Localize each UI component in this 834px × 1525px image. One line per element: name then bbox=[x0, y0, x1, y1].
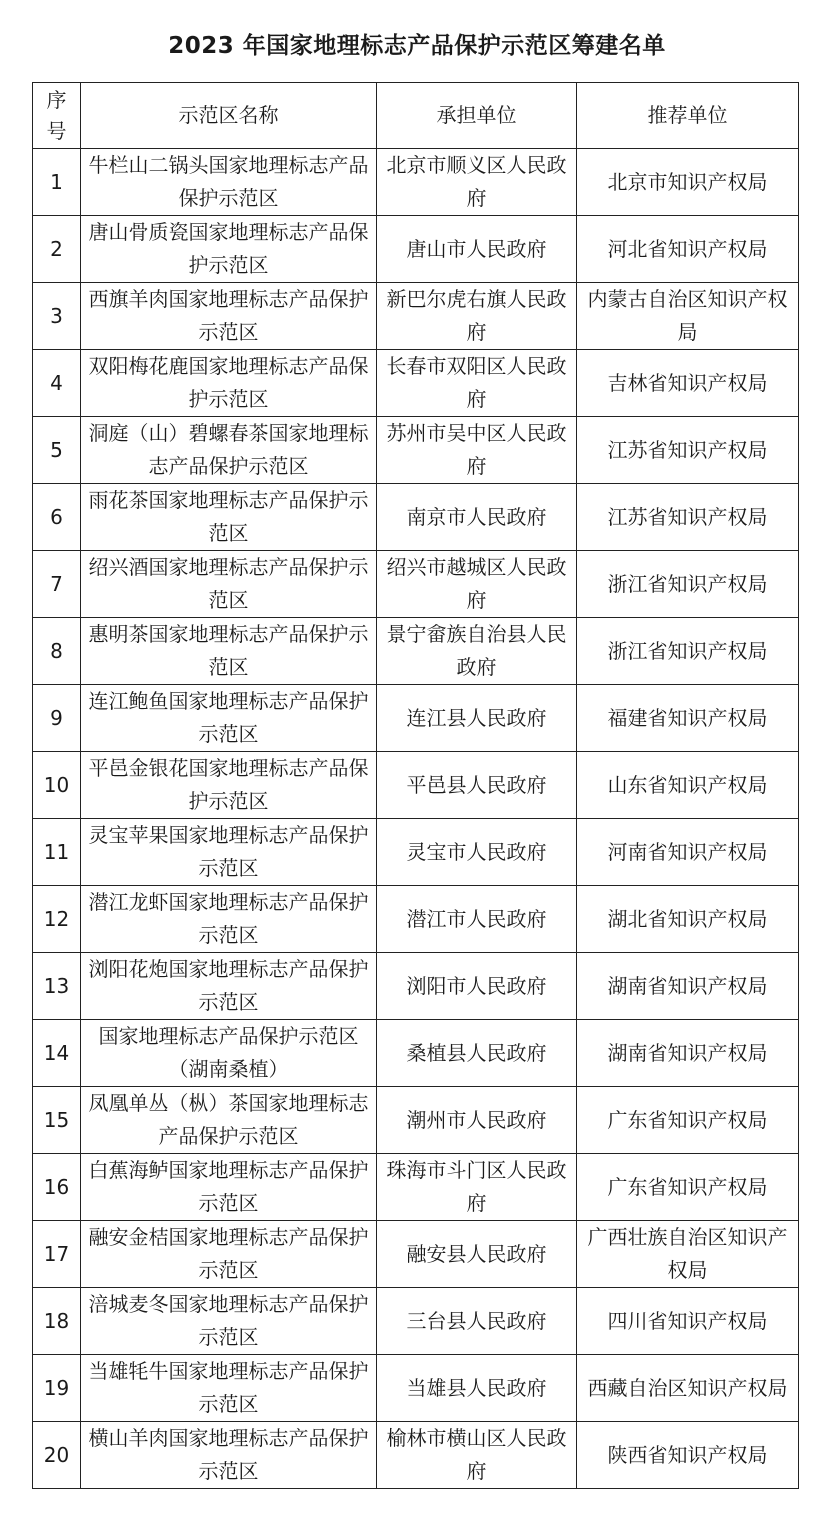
cell-number: 3 bbox=[33, 283, 81, 350]
column-header-recommending-unit: 推荐单位 bbox=[577, 83, 799, 149]
cell-number: 17 bbox=[33, 1221, 81, 1288]
cell-recommending-unit: 四川省知识产权局 bbox=[577, 1288, 799, 1355]
cell-zone-name: 涪城麦冬国家地理标志产品保护示范区 bbox=[81, 1288, 377, 1355]
cell-recommending-unit: 北京市知识产权局 bbox=[577, 149, 799, 216]
cell-undertaking-unit: 南京市人民政府 bbox=[377, 484, 577, 551]
cell-zone-name: 潜江龙虾国家地理标志产品保护示范区 bbox=[81, 886, 377, 953]
cell-number: 8 bbox=[33, 618, 81, 685]
cell-recommending-unit: 湖南省知识产权局 bbox=[577, 1020, 799, 1087]
cell-undertaking-unit: 北京市顺义区人民政府 bbox=[377, 149, 577, 216]
cell-recommending-unit: 陕西省知识产权局 bbox=[577, 1422, 799, 1489]
table-body bbox=[33, 149, 799, 1489]
cell-undertaking-unit: 长春市双阳区人民政府 bbox=[377, 350, 577, 417]
cell-recommending-unit: 西藏自治区知识产权局 bbox=[577, 1355, 799, 1422]
cell-recommending-unit: 河南省知识产权局 bbox=[577, 819, 799, 886]
cell-number: 16 bbox=[33, 1154, 81, 1221]
cell-recommending-unit: 江苏省知识产权局 bbox=[577, 417, 799, 484]
table-row bbox=[33, 1087, 799, 1154]
table-row bbox=[33, 149, 799, 216]
table-row bbox=[33, 819, 799, 886]
table-row bbox=[33, 417, 799, 484]
cell-zone-name: 国家地理标志产品保护示范区（湖南桑植） bbox=[81, 1020, 377, 1087]
cell-number: 11 bbox=[33, 819, 81, 886]
cell-zone-name: 牛栏山二锅头国家地理标志产品保护示范区 bbox=[81, 149, 377, 216]
cell-zone-name: 雨花茶国家地理标志产品保护示范区 bbox=[81, 484, 377, 551]
cell-undertaking-unit: 浏阳市人民政府 bbox=[377, 953, 577, 1020]
table-row bbox=[33, 1221, 799, 1288]
cell-undertaking-unit: 潜江市人民政府 bbox=[377, 886, 577, 953]
cell-zone-name: 西旗羊肉国家地理标志产品保护示范区 bbox=[81, 283, 377, 350]
cell-recommending-unit: 山东省知识产权局 bbox=[577, 752, 799, 819]
document-title: 2023 年国家地理标志产品保护示范区筹建名单 bbox=[168, 33, 666, 59]
cell-zone-name: 惠明茶国家地理标志产品保护示范区 bbox=[81, 618, 377, 685]
cell-recommending-unit: 广东省知识产权局 bbox=[577, 1087, 799, 1154]
cell-undertaking-unit: 绍兴市越城区人民政府 bbox=[377, 551, 577, 618]
cell-undertaking-unit: 灵宝市人民政府 bbox=[377, 819, 577, 886]
cell-recommending-unit: 福建省知识产权局 bbox=[577, 685, 799, 752]
table-row bbox=[33, 1154, 799, 1221]
demonstration-zone-table bbox=[32, 82, 799, 1489]
table-row bbox=[33, 752, 799, 819]
cell-number: 14 bbox=[33, 1020, 81, 1087]
cell-undertaking-unit: 新巴尔虎右旗人民政府 bbox=[377, 283, 577, 350]
cell-number: 6 bbox=[33, 484, 81, 551]
table-header-row bbox=[33, 83, 799, 149]
column-header-zone-name: 示范区名称 bbox=[81, 83, 377, 149]
cell-recommending-unit: 广西壮族自治区知识产权局 bbox=[577, 1221, 799, 1288]
cell-undertaking-unit: 平邑县人民政府 bbox=[377, 752, 577, 819]
table-row bbox=[33, 551, 799, 618]
table-row bbox=[33, 350, 799, 417]
cell-number: 2 bbox=[33, 216, 81, 283]
table-row bbox=[33, 484, 799, 551]
cell-undertaking-unit: 潮州市人民政府 bbox=[377, 1087, 577, 1154]
cell-zone-name: 白蕉海鲈国家地理标志产品保护示范区 bbox=[81, 1154, 377, 1221]
cell-zone-name: 横山羊肉国家地理标志产品保护示范区 bbox=[81, 1422, 377, 1489]
cell-number: 15 bbox=[33, 1087, 81, 1154]
cell-recommending-unit: 河北省知识产权局 bbox=[577, 216, 799, 283]
column-header-number: 序号 bbox=[33, 83, 81, 149]
table-row bbox=[33, 1422, 799, 1489]
cell-undertaking-unit: 景宁畲族自治县人民政府 bbox=[377, 618, 577, 685]
cell-recommending-unit: 湖北省知识产权局 bbox=[577, 886, 799, 953]
cell-undertaking-unit: 珠海市斗门区人民政府 bbox=[377, 1154, 577, 1221]
cell-recommending-unit: 吉林省知识产权局 bbox=[577, 350, 799, 417]
cell-undertaking-unit: 连江县人民政府 bbox=[377, 685, 577, 752]
cell-zone-name: 连江鲍鱼国家地理标志产品保护示范区 bbox=[81, 685, 377, 752]
cell-number: 9 bbox=[33, 685, 81, 752]
cell-number: 18 bbox=[33, 1288, 81, 1355]
cell-number: 12 bbox=[33, 886, 81, 953]
table-row bbox=[33, 283, 799, 350]
table-row bbox=[33, 1020, 799, 1087]
cell-zone-name: 浏阳花炮国家地理标志产品保护示范区 bbox=[81, 953, 377, 1020]
cell-recommending-unit: 浙江省知识产权局 bbox=[577, 618, 799, 685]
table-row bbox=[33, 953, 799, 1020]
cell-undertaking-unit: 桑植县人民政府 bbox=[377, 1020, 577, 1087]
table-row bbox=[33, 685, 799, 752]
cell-recommending-unit: 内蒙古自治区知识产权局 bbox=[577, 283, 799, 350]
cell-recommending-unit: 浙江省知识产权局 bbox=[577, 551, 799, 618]
cell-number: 7 bbox=[33, 551, 81, 618]
table-row bbox=[33, 886, 799, 953]
table-row bbox=[33, 618, 799, 685]
cell-zone-name: 融安金桔国家地理标志产品保护示范区 bbox=[81, 1221, 377, 1288]
cell-recommending-unit: 江苏省知识产权局 bbox=[577, 484, 799, 551]
cell-number: 5 bbox=[33, 417, 81, 484]
cell-number: 20 bbox=[33, 1422, 81, 1489]
cell-recommending-unit: 湖南省知识产权局 bbox=[577, 953, 799, 1020]
cell-number: 10 bbox=[33, 752, 81, 819]
cell-zone-name: 唐山骨质瓷国家地理标志产品保护示范区 bbox=[81, 216, 377, 283]
cell-number: 13 bbox=[33, 953, 81, 1020]
cell-undertaking-unit: 唐山市人民政府 bbox=[377, 216, 577, 283]
cell-undertaking-unit: 三台县人民政府 bbox=[377, 1288, 577, 1355]
cell-number: 4 bbox=[33, 350, 81, 417]
cell-zone-name: 灵宝苹果国家地理标志产品保护示范区 bbox=[81, 819, 377, 886]
cell-zone-name: 双阳梅花鹿国家地理标志产品保护示范区 bbox=[81, 350, 377, 417]
table-row bbox=[33, 216, 799, 283]
cell-undertaking-unit: 苏州市吴中区人民政府 bbox=[377, 417, 577, 484]
column-header-undertaking-unit: 承担单位 bbox=[377, 83, 577, 149]
table-row bbox=[33, 1288, 799, 1355]
cell-zone-name: 当雄牦牛国家地理标志产品保护示范区 bbox=[81, 1355, 377, 1422]
cell-number: 19 bbox=[33, 1355, 81, 1422]
table-row bbox=[33, 1355, 799, 1422]
cell-undertaking-unit: 当雄县人民政府 bbox=[377, 1355, 577, 1422]
cell-number: 1 bbox=[33, 149, 81, 216]
cell-undertaking-unit: 融安县人民政府 bbox=[377, 1221, 577, 1288]
cell-zone-name: 绍兴酒国家地理标志产品保护示范区 bbox=[81, 551, 377, 618]
cell-zone-name: 平邑金银花国家地理标志产品保护示范区 bbox=[81, 752, 377, 819]
cell-zone-name: 凤凰单丛（枞）茶国家地理标志产品保护示范区 bbox=[81, 1087, 377, 1154]
cell-zone-name: 洞庭（山）碧螺春茶国家地理标志产品保护示范区 bbox=[81, 417, 377, 484]
cell-recommending-unit: 广东省知识产权局 bbox=[577, 1154, 799, 1221]
cell-undertaking-unit: 榆林市横山区人民政府 bbox=[377, 1422, 577, 1489]
